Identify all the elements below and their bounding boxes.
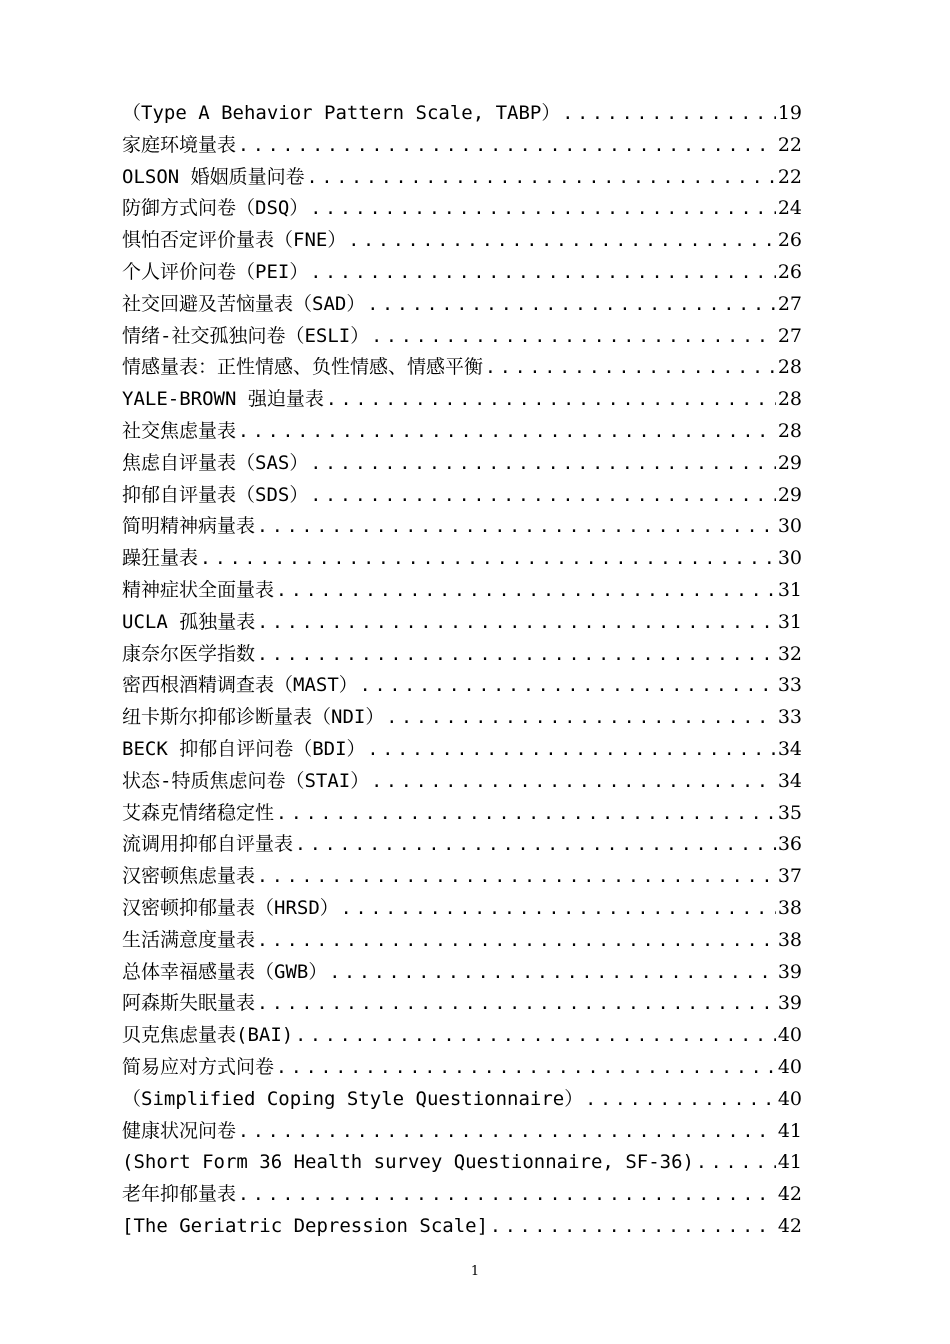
toc-entry[interactable] (122, 480, 802, 512)
table-of-contents (122, 98, 802, 1243)
toc-entry[interactable] (122, 1147, 802, 1179)
toc-leader-dots (257, 511, 776, 543)
toc-entry-title: 精神症状全面量表 (122, 578, 275, 601)
toc-leader-dots (386, 702, 775, 734)
toc-entry[interactable] (122, 607, 802, 639)
toc-entry-title: 状态-特质焦虑问卷（STAI） (122, 769, 370, 792)
toc-leader-dots (310, 480, 775, 512)
toc-entry-title: 老年抑郁量表 (122, 1183, 237, 1206)
toc-entry-page: 32 (777, 642, 802, 665)
toc-entry-title: [The Geriatric Depression Scale] (122, 1214, 489, 1237)
toc-entry[interactable] (122, 575, 802, 607)
toc-leader-dots (257, 861, 776, 893)
toc-entry-title: 康奈尔医学指数 (122, 642, 256, 665)
toc-entry-page: 42 (777, 1183, 802, 1206)
toc-entry[interactable] (122, 98, 802, 130)
toc-entry-page: 28 (777, 419, 802, 442)
toc-entry-title: 躁狂量表 (122, 547, 199, 570)
toc-leader-dots (276, 575, 776, 607)
toc-entry-page: 36 (777, 833, 802, 856)
toc-entry-title: 汉密顿焦虑量表 (122, 865, 256, 888)
toc-entry[interactable] (122, 225, 802, 257)
toc-entry-page: 27 (777, 292, 802, 315)
toc-leader-dots (257, 607, 776, 639)
toc-entry-title: 阿森斯失眠量表 (122, 992, 256, 1015)
toc-entry[interactable] (122, 384, 802, 416)
toc-entry-title: 家庭环境量表 (122, 133, 237, 156)
toc-leader-dots (371, 321, 776, 353)
toc-entry-page: 40 (777, 1087, 802, 1110)
toc-entry-page: 39 (777, 992, 802, 1015)
toc-entry-title: BECK 抑郁自评问卷（BDI） (122, 737, 366, 760)
toc-entry[interactable] (122, 670, 802, 702)
toc-entry-page: 28 (777, 356, 802, 379)
toc-entry[interactable] (122, 321, 802, 353)
toc-leader-dots (485, 352, 776, 384)
toc-entry-title: 社交回避及苦恼量表（SAD） (122, 292, 366, 315)
toc-entry[interactable] (122, 639, 802, 671)
toc-entry-page: 40 (777, 1024, 802, 1047)
toc-leader-dots (310, 257, 775, 289)
toc-entry[interactable] (122, 925, 802, 957)
toc-entry-page: 33 (777, 674, 802, 697)
toc-entry[interactable] (122, 893, 802, 925)
toc-entry-page: 30 (777, 547, 802, 570)
toc-entry-page: 31 (777, 610, 802, 633)
toc-leader-dots (341, 893, 776, 925)
toc-entry-title: 贝克焦虑量表(BAI) (122, 1024, 294, 1047)
toc-entry-page: 34 (777, 737, 802, 760)
toc-entry-title: 生活满意度量表 (122, 928, 256, 951)
toc-leader-dots (696, 1147, 776, 1179)
toc-entry[interactable] (122, 1020, 802, 1052)
toc-leader-dots (295, 1020, 776, 1052)
toc-entry-title: 汉密顿抑郁量表（HRSD） (122, 896, 339, 919)
toc-entry-page: 42 (777, 1214, 802, 1237)
toc-entry-page: 39 (777, 960, 802, 983)
toc-entry-page: 38 (777, 896, 802, 919)
toc-entry[interactable] (122, 130, 802, 162)
toc-leader-dots (238, 130, 776, 162)
toc-entry[interactable] (122, 1179, 802, 1211)
toc-entry[interactable] (122, 861, 802, 893)
toc-leader-dots (238, 1116, 776, 1148)
toc-leader-dots (310, 193, 775, 225)
toc-entry[interactable] (122, 702, 802, 734)
toc-entry-page: 26 (777, 229, 802, 252)
toc-leader-dots (585, 1084, 776, 1116)
toc-leader-dots (307, 162, 776, 194)
toc-leader-dots (257, 925, 776, 957)
toc-entry[interactable] (122, 734, 802, 766)
toc-entry[interactable] (122, 1052, 802, 1084)
toc-entry-title: 情感量表：正性情感、负性情感、情感平衡 (122, 356, 484, 379)
toc-entry-page: 31 (777, 578, 802, 601)
toc-entry[interactable] (122, 1084, 802, 1116)
toc-entry-title: YALE-BROWN 强迫量表 (122, 388, 324, 411)
toc-leader-dots (257, 988, 776, 1020)
toc-entry-title: 情绪-社交孤独问卷（ESLI） (122, 324, 370, 347)
toc-entry[interactable] (122, 511, 802, 543)
toc-entry-page: 40 (777, 1055, 802, 1078)
toc-entry-title: UCLA 孤独量表 (122, 610, 256, 633)
toc-entry-page: 24 (777, 197, 802, 220)
toc-leader-dots (276, 1052, 776, 1084)
toc-entry-page: 22 (777, 133, 802, 156)
toc-leader-dots (367, 289, 775, 321)
toc-entry-title: 总体幸福感量表（GWB） (122, 960, 328, 983)
toc-entry[interactable] (122, 289, 802, 321)
toc-entry-title: 健康状况问卷 (122, 1119, 237, 1142)
toc-leader-dots (562, 98, 775, 130)
toc-entry-page: 29 (777, 483, 802, 506)
toc-leader-dots (348, 225, 775, 257)
toc-entry-page: 41 (777, 1119, 802, 1142)
page-number: 1 (470, 1264, 480, 1279)
toc-entry-page: 38 (777, 928, 802, 951)
toc-entry-page: 37 (777, 865, 802, 888)
toc-leader-dots (371, 766, 776, 798)
toc-entry-title: 简易应对方式问卷 (122, 1055, 275, 1078)
toc-entry[interactable] (122, 957, 802, 989)
toc-entry-title: 抑郁自评量表（SDS） (122, 483, 309, 506)
toc-entry[interactable] (122, 416, 802, 448)
toc-entry[interactable] (122, 352, 802, 384)
toc-entry-title: 防御方式问卷（DSQ） (122, 197, 309, 220)
toc-entry-title: 焦虑自评量表（SAS） (122, 451, 309, 474)
toc-entry-title: （Simplified Coping Style Questionnaire） (122, 1087, 584, 1110)
toc-entry[interactable] (122, 829, 802, 861)
toc-entry-page: 26 (777, 260, 802, 283)
toc-leader-dots (360, 670, 776, 702)
toc-entry-page: 41 (777, 1151, 802, 1174)
toc-entry-title: 艾森克情绪稳定性 (122, 801, 275, 824)
toc-entry-title: 惧怕否定评价量表（FNE） (122, 229, 347, 252)
toc-leader-dots (326, 384, 776, 416)
toc-leader-dots (238, 416, 776, 448)
toc-entry-title: 社交焦虑量表 (122, 419, 237, 442)
toc-leader-dots (368, 734, 776, 766)
toc-entry-title: （Type A Behavior Pattern Scale, TABP） (122, 102, 561, 124)
toc-leader-dots (490, 1211, 776, 1243)
toc-entry-page: 33 (777, 706, 802, 729)
toc-leader-dots (257, 639, 776, 671)
toc-entry[interactable] (122, 798, 802, 830)
toc-entry-title: (Short Form 36 Health survey Questionnaire, SF-36) (122, 1151, 694, 1174)
toc-entry-page: 35 (777, 801, 802, 824)
toc-leader-dots (295, 829, 776, 861)
toc-entry-title: 密西根酒精调查表（MAST） (122, 674, 358, 697)
toc-entry-title: OLSON 婚姻质量问卷 (122, 165, 305, 188)
toc-entry[interactable] (122, 257, 802, 289)
toc-entry-page: 30 (777, 515, 802, 538)
toc-entry[interactable] (122, 1116, 802, 1148)
toc-entry[interactable] (122, 193, 802, 225)
toc-leader-dots (276, 798, 776, 830)
toc-entry-title: 流调用抑郁自评量表 (122, 833, 294, 856)
toc-entry-page: 28 (777, 388, 802, 411)
toc-entry[interactable] (122, 1211, 802, 1243)
toc-entry-page: 22 (777, 165, 802, 188)
toc-entry-page: 34 (777, 769, 802, 792)
toc-entry-title: 简明精神病量表 (122, 515, 256, 538)
toc-entry[interactable] (122, 988, 802, 1020)
toc-entry-title: 个人评价问卷（PEI） (122, 260, 309, 283)
toc-entry-page: 27 (777, 324, 802, 347)
toc-entry[interactable] (122, 162, 802, 194)
toc-entry-page: 29 (777, 451, 802, 474)
toc-entry[interactable] (122, 543, 802, 575)
toc-leader-dots (238, 1179, 776, 1211)
toc-entry[interactable] (122, 448, 802, 480)
toc-leader-dots (329, 957, 775, 989)
toc-leader-dots (200, 543, 776, 575)
toc-entry-title: 纽卡斯尔抑郁诊断量表（NDI） (122, 706, 385, 729)
toc-entry[interactable] (122, 766, 802, 798)
toc-entry-page: 19 (777, 102, 802, 124)
toc-leader-dots (310, 448, 775, 480)
